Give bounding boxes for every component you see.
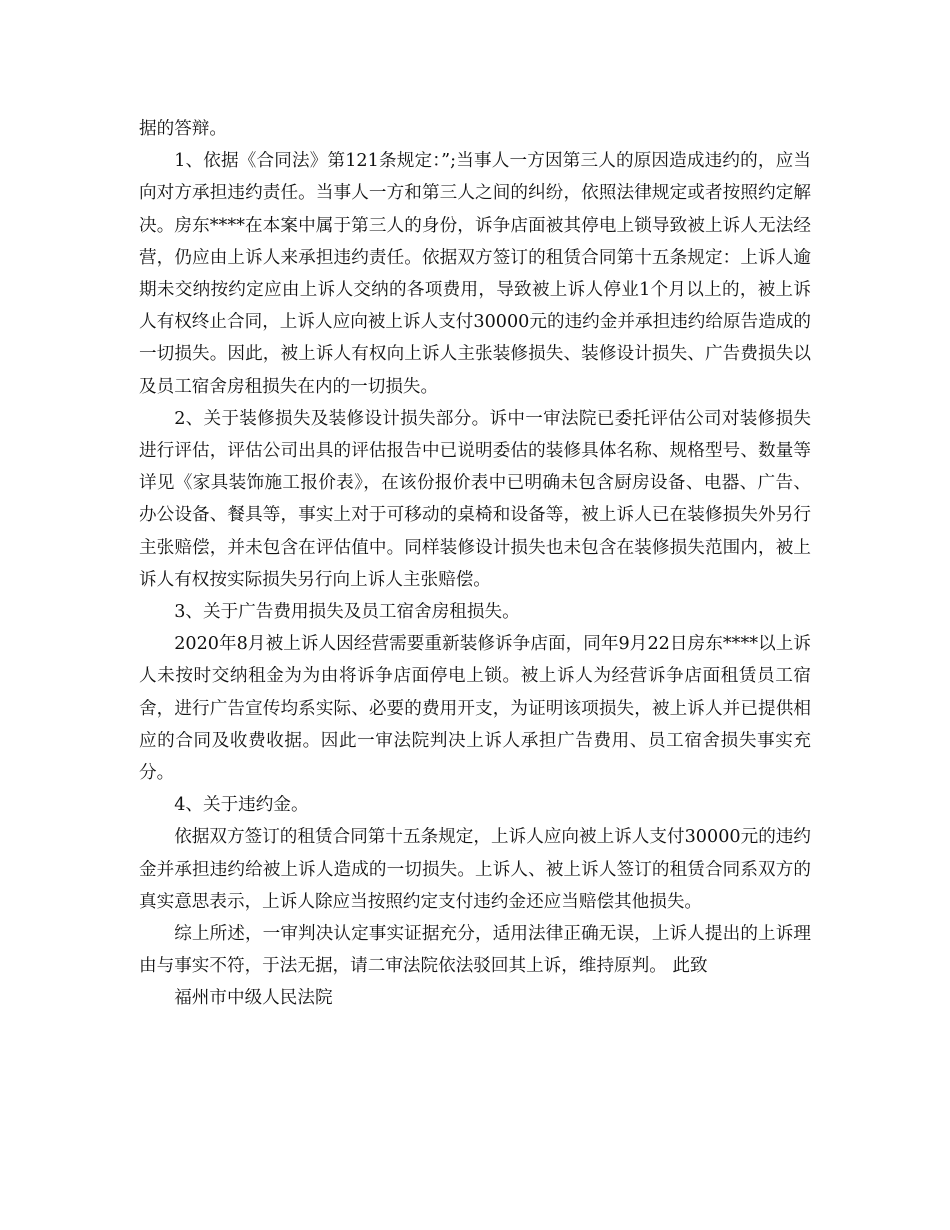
- paragraph-point-1: 1、依据《合同法》第121条规定：”;当事人一方因第三人的原因造成违约的，应当向对方承担违约责任。当事人一方和第三人之间的纠纷，依照法律规定或者按照约定解决。房东****在本案中属于第三人的身份，诉争店面被其停电上锁导致被上诉人无法经营，仍应由上诉人来承担违约责任。依据双方签订的租赁合同第十五条规定：上诉人逾期未交纳按约定应由上诉人交纳的各项费用，导致被上诉人停业1个月以上的，被上诉人有权终止合同，上诉人应向被上诉人支付30000元的违约金并承担违约给原告造成的一切损失。因此，被上诉人有权向上诉人主张装修损失、装修设计损失、广告费损失以及员工宿舍房租损失在内的一切损失。: [139, 151, 811, 397]
- paragraph-continuation: 据的答辩。: [139, 119, 227, 139]
- paragraph-point-4-body: 依据双方签订的租赁合同第十五条规定，上诉人应向被上诉人支付30000元的违约金并承担违约给被上诉人造成的一切损失。上诉人、被上诉人签订的租赁合同系双方的真实意思表示，上诉人除应当按照约定支付违约金还应当赔偿其他损失。: [139, 827, 811, 912]
- paragraph-point-3-body: 2020年8月被上诉人因经营需要重新装修诉争店面，同年9月22日房东****以上诉人未按时交纳租金为为由将诉争店面停电上锁。被上诉人为经营诉争店面租赁员工宿舍，进行广告宣传均系实际、必要的费用开支，为证明该项损失，被上诉人并已提供相应的合同及收费收据。因此一审法院判决上诉人承担广告费用、员工宿舍损失事实充分。: [139, 634, 811, 784]
- paragraph-point-3-heading: 3、关于广告费用损失及员工宿舍房租损失。: [174, 602, 520, 623]
- document-body: [139, 113, 811, 1015]
- paragraph-point-4-heading: 4、关于违约金。: [174, 795, 309, 816]
- paragraph-conclusion: 综上所述，一审判决认定事实证据充分，适用法律正确无误，上诉人提出的上诉理由与事实不符，于法无据，请二审法院依法驳回其上诉，维持原判。 此致: [139, 924, 811, 977]
- addressee-court: 福州市中级人民法院: [174, 988, 333, 1009]
- paragraph-point-2: 2、关于装修损失及装修设计损失部分。诉中一审法院已委托评估公司对装修损失进行评估，评估公司出具的评估报告中已说明委估的装修具体名称、规格型号、数量等详见《家具装饰施工报价表》，在该份报价表中已明确未包含厨房设备、电器、广告、办公设备、餐具等，事实上对于可移动的桌椅和设备等，被上诉人已在装修损失外另行主张赔偿，并未包含在评估值中。同样装修设计损失也未包含在装修损失范围内，被上诉人有权按实际损失另行向上诉人主张赔偿。: [139, 408, 811, 590]
